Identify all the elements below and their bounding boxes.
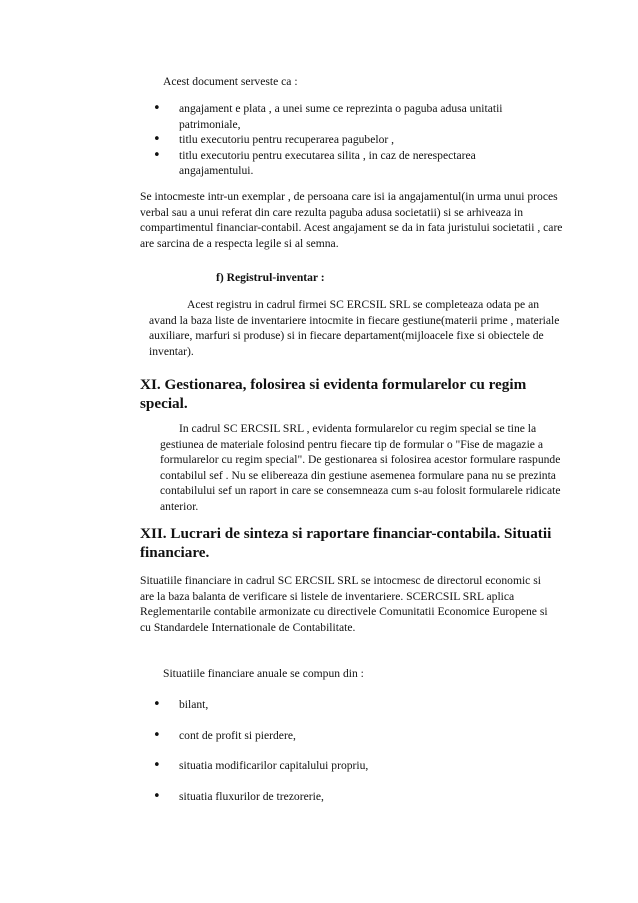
list-item: • situatia modificarilor capitalului propriu,	[149, 758, 549, 774]
list-item: • titlu executoriu pentru executarea silita , in caz de nerespectarea angajamentului.	[149, 148, 549, 179]
section-heading-xii: XII. Lucrari de sinteza si raportare financiar-contabila. Situatii financiare.	[140, 525, 552, 561]
list-item: • angajament e plata , a unei sume ce reprezinta o paguba adusa unitatii patrimoniale,	[149, 101, 549, 132]
paragraph: Acest registru in cadrul firmei SC ERCSIL SRL se completeaza odata pe an avand la baza liste de inventariere intocmite in fiecare gestiune(materii prime , materiale auxiliare, marfuri si produse) si in fiecare departament(mijloacele fixe si obiectele de inventar).	[149, 298, 560, 358]
paragraph: Se intocmeste intr-un exemplar , de persoana care isi ia angajamentul(in urma unui proces verbal sau a unui referat din care rezulta paguba adusa societatii) si se arhiveaza in compartimentul financiar-contabil. Acest angajament se da in fata juristului societatii , care are sarcina de a respecta legile si al semna.	[140, 190, 563, 250]
paragraph: Situatiile financiare anuale se compun din :	[163, 667, 364, 680]
list-item: • bilant,	[149, 697, 549, 713]
subheading-registru-inventar: f) Registrul-inventar :	[216, 271, 325, 284]
financial-statements-list	[149, 697, 549, 804]
intro-line: Acest document serveste ca :	[163, 75, 298, 88]
paragraph: Situatiile financiare in cadrul SC ERCSIL SRL se intocmesc de directorul economic si are la baza balanta de verificare si listele de inventariere. SCERCSIL SRL aplica Reglementarile contabile armonizate cu directivele Comunitatii Economice Europene si cu Standardele Internationale de Contabilitate.	[140, 574, 548, 634]
list-item: • situatia fluxurilor de trezorerie,	[149, 789, 549, 805]
section-heading-xi: XI. Gestionarea, folosirea si evidenta formularelor cu regim special.	[140, 376, 527, 412]
list-item: • titlu executoriu pentru recuperarea pagubelor ,	[149, 132, 549, 148]
list-item: • cont de profit si pierdere,	[149, 728, 549, 744]
paragraph: In cadrul SC ERCSIL SRL , evidenta formularelor cu regim special se tine la gestiunea de materiale folosind pentru fiecare tip de formular o "Fise de magazie a formularelor cu regim special". De gestionarea si folosirea acestor formulare raspunde contabilul sef . Nu se elibereaza din gestiune asemenea formulare pana nu se prezinta contabilului sef un raport in care se consemneaza cum s-au folosit formularele ridicate anterior.	[160, 422, 561, 513]
document-uses-list	[149, 101, 549, 179]
